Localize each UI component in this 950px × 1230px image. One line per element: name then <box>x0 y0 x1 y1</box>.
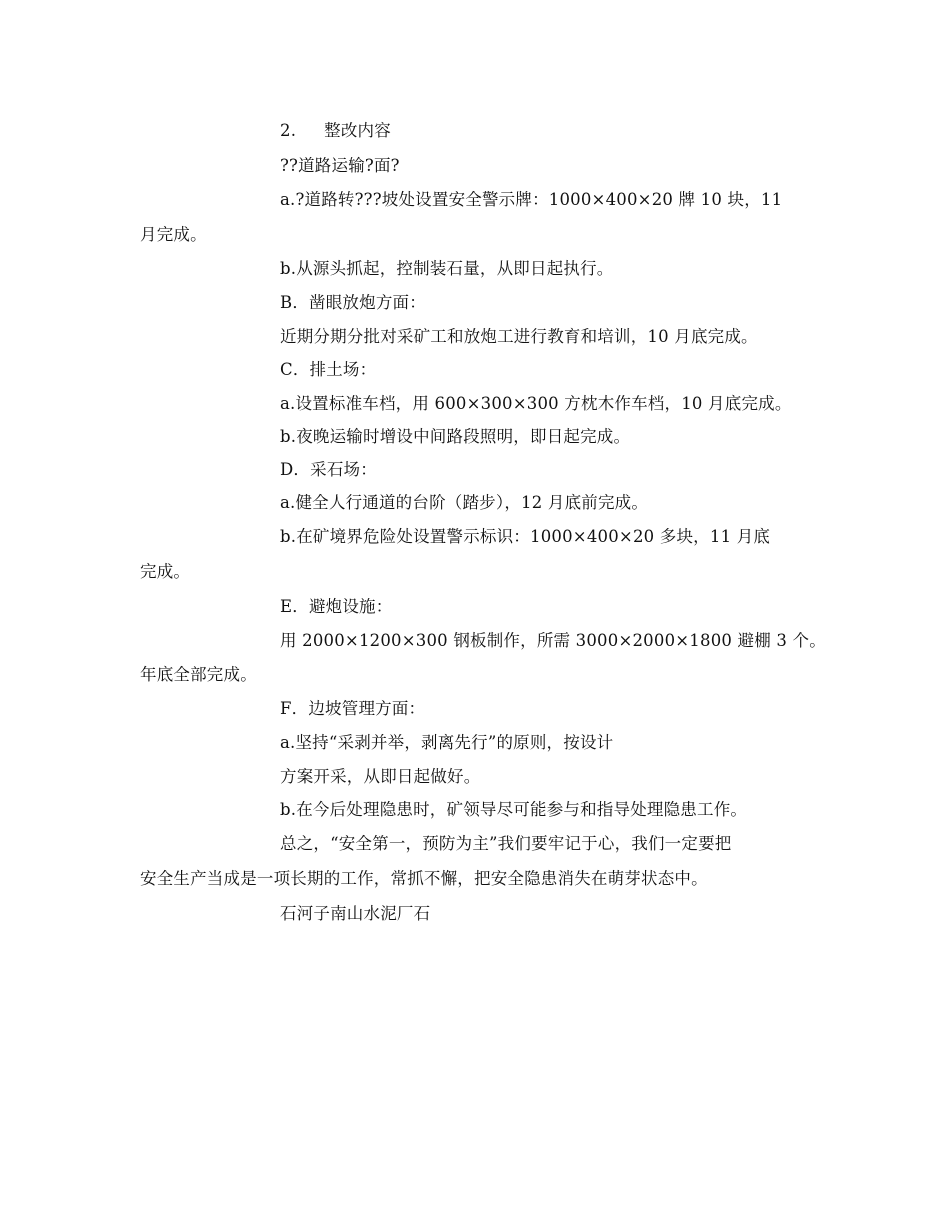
paragraph-line: 完成。 <box>140 562 191 581</box>
paragraph-line: 近期分期分批对采矿工和放炮工进行教育和培训，10 月底完成。 <box>280 327 758 346</box>
signature-line: 石河子南山水泥厂石 <box>280 904 431 923</box>
paragraph-line: a.坚持“采剥并举，剥离先行”的原则，按设计 <box>280 733 614 752</box>
paragraph-line: 方案开采，从即日起做好。 <box>280 767 481 786</box>
paragraph-line: 月完成。 <box>140 225 207 244</box>
paragraph-line: 总之，“安全第一，预防为主”我们要牢记于心，我们一定要把 <box>280 834 732 853</box>
paragraph-line: 用 2000×1200×300 钢板制作，所需 3000×2000×1800 避棚 3 个。 <box>280 631 826 650</box>
paragraph-line: b.在今后处理隐患时，矿领导尽可能参与和指导处理隐患工作。 <box>280 800 748 819</box>
paragraph-line: b.从源头抓起，控制装石量，从即日起执行。 <box>280 259 614 278</box>
section-number: 2. <box>280 121 297 140</box>
paragraph-line: b.在矿境界危险处设置警示标识：1000×400×20 多块，11 月底 <box>280 527 771 546</box>
paragraph-line: E．避炮设施： <box>280 597 393 616</box>
paragraph-line: b.夜晚运输时增设中间路段照明，即日起完成。 <box>280 427 631 446</box>
section-title: 整改内容 <box>324 121 391 140</box>
paragraph-line: 年底全部完成。 <box>140 665 257 684</box>
paragraph-line: a.?道路转???坡处设置安全警示牌：1000×400×20 牌 10 块，11 <box>280 190 783 209</box>
paragraph-line: a.健全人行通道的台阶（踏步），12 月底前完成。 <box>280 493 649 512</box>
paragraph-line: F．边坡管理方面： <box>280 699 426 718</box>
paragraph-line: B．凿眼放炮方面： <box>280 293 426 312</box>
paragraph-line: C．排土场： <box>280 360 377 379</box>
section-heading <box>280 121 391 141</box>
paragraph-line: ??道路运输?面? <box>280 156 400 175</box>
paragraph-line: D．采石场： <box>280 460 377 479</box>
paragraph-line: a.设置标准车档，用 600×300×300 方枕木作车档，10 月底完成。 <box>280 394 792 413</box>
paragraph-line: 安全生产当成是一项长期的工作，常抓不懈，把安全隐患消失在萌芽状态中。 <box>140 869 708 888</box>
